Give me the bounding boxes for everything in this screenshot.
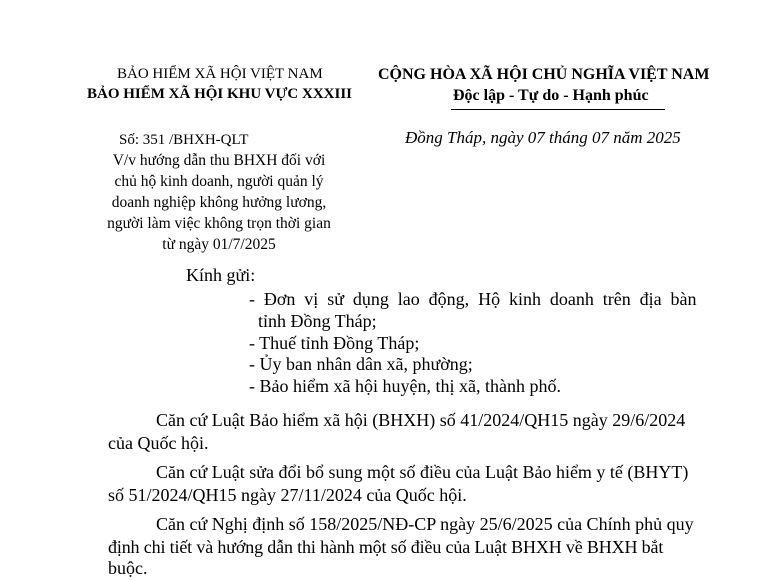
nation-title: CỘNG HÒA XÃ HỘI CHỦ NGHĨA VIỆT NAM (378, 66, 710, 83)
subject-line: doanh nghiệp không hưởng lương, (111, 194, 327, 211)
paragraph-line: buộc. (108, 558, 148, 578)
agency-subdivision: BẢO HIỂM XÃ HỘI KHU VỰC XXXIII (87, 86, 353, 102)
motto-underline (451, 109, 665, 110)
paragraph-line: Căn cứ Nghị định số 158/2025/NĐ-CP ngày 25/6/2025 của Chính phủ quy (156, 514, 694, 534)
paragraph-line: của Quốc hội. (108, 433, 209, 453)
document-number: Số: 351 /BHXH-QLT (119, 132, 249, 148)
paragraph-line: số 51/2024/QH15 ngày 27/11/2024 của Quốc hội. (108, 485, 467, 505)
recipient-item: - Đơn vị sử dụng lao động, Hộ kinh doanh trên địa bàn (249, 289, 697, 309)
place-and-date: Đồng Tháp, ngày 07 tháng 07 năm 2025 (405, 128, 681, 147)
paragraph-line: Căn cứ Luật Bảo hiểm xã hội (BHXH) số 41/2024/QH15 ngày 29/6/2024 (156, 410, 686, 430)
paragraph-line: Căn cứ Luật sửa đổi bổ sung một số điều của Luật Bảo hiểm y tế (BHYT) (156, 462, 689, 482)
subject-line: chủ hộ kinh doanh, người quản lý (114, 173, 324, 190)
recipient-item: - Thuế tỉnh Đồng Tháp; (249, 333, 420, 353)
recipient-item: - Ủy ban nhân dân xã, phường; (249, 354, 473, 374)
national-motto: Độc lập - Tự do - Hạnh phúc (453, 87, 649, 104)
subject-line: từ ngày 01/7/2025 (162, 236, 276, 253)
recipients-label: Kính gửi: (186, 265, 256, 285)
document-subject (80, 150, 358, 255)
subject-line: V/v hướng dẫn thu BHXH đối với (112, 152, 326, 169)
recipient-item: - Bảo hiểm xã hội huyện, thị xã, thành phố. (249, 376, 561, 396)
paragraph-line: định chi tiết và hướng dẫn thi hành một số điều của Luật BHXH về BHXH bắt (108, 537, 664, 557)
subject-line: người làm việc không trọn thời gian (107, 215, 331, 232)
recipient-item: tỉnh Đồng Tháp; (258, 311, 377, 331)
agency-name: BẢO HIỂM XÃ HỘI VIỆT NAM (117, 66, 323, 82)
